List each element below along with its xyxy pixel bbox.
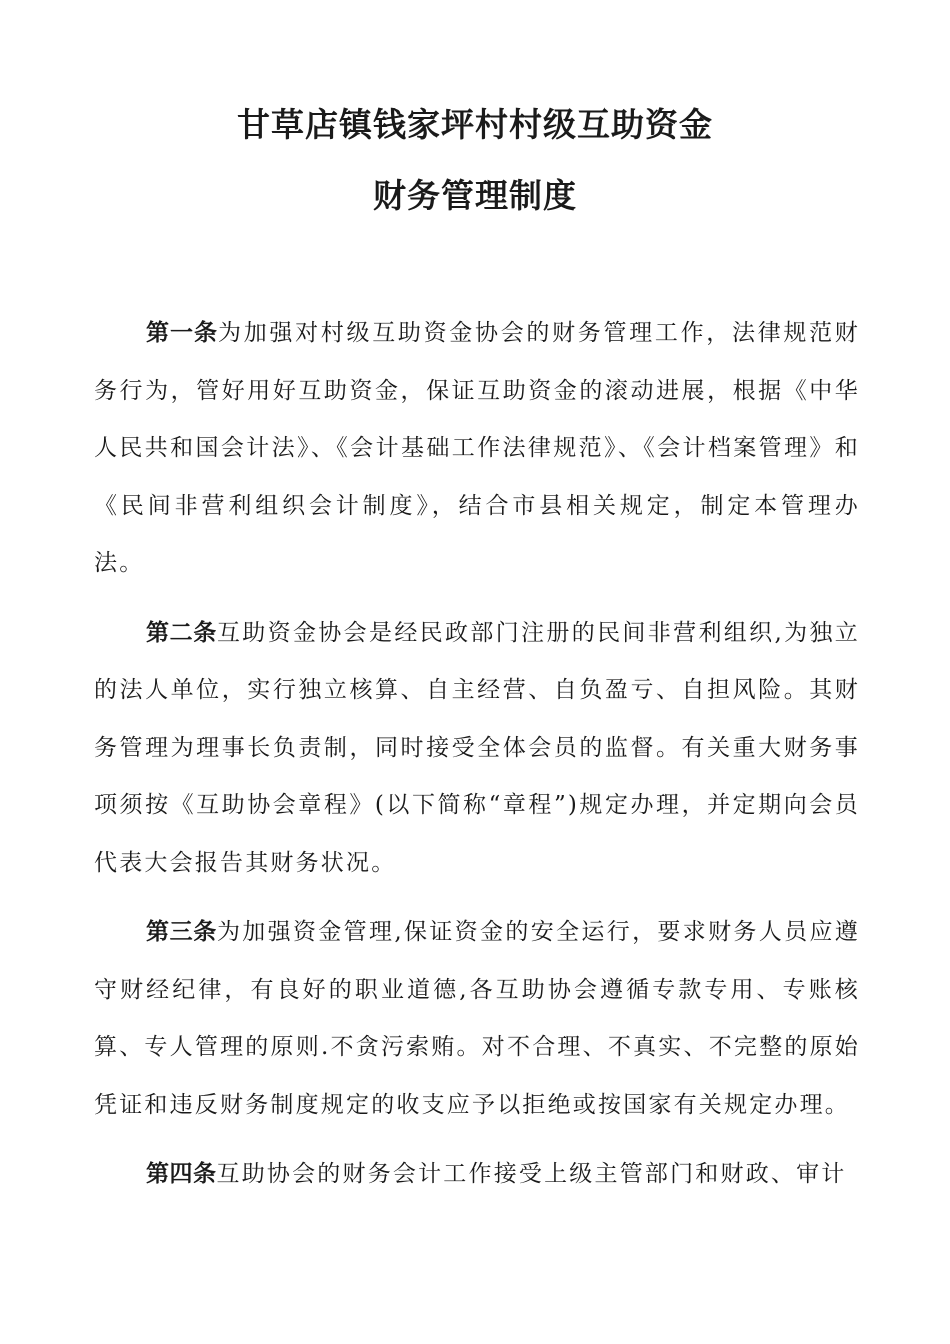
article-2 (94, 605, 860, 893)
article-4 (94, 1146, 860, 1204)
article-text: 互助协会的财务会计工作接受上级主管部门和财政、审计 (216, 1161, 847, 1187)
article-3 (94, 904, 860, 1134)
article-label: 第一条 (146, 320, 218, 346)
article-text: 为加强资金管理,保证资金的安全运行，要求财务人员应遵守财经纪律，有良好的职业道德,各互助协会遵循专款专用、专账核算、专人管理的原则.不贪污索贿。对不合理、不真实、不完整的原始凭证和违反财务制度规定的收支应予以拒绝或按国家有关规定办理。 (94, 919, 861, 1118)
article-label: 第四条 (146, 1161, 217, 1187)
article-text: 为加强对村级互助资金协会的财务管理工作，法律规范财务行为，管好用好互助资金，保证互助资金的滚动进展，根据《中华人民共和国会计法》、《会计基础工作法律规范》、《会计档案管理》和《民间非营利组织会计制度》，结合市县相关规定，制定本管理办法。 (94, 320, 860, 576)
document-title: 甘草店镇钱家坪村村级互助资金 (237, 105, 713, 144)
article-text: 互助资金协会是经民政部门注册的民间非营利组织,为独立的法人单位，实行独立核算、自主经营、自负盈亏、自担风险。其财务管理为理事长负责制，同时接受全体会员的监督。有关重大财务事项须按《互助协会章程》(以下简称“章程”)规定办理，并定期向会员代表大会报告其财务状况。 (94, 619, 861, 876)
article-1 (94, 305, 860, 593)
document-subtitle: 财务管理制度 (373, 176, 577, 215)
article-label: 第三条 (146, 919, 217, 945)
document-body (94, 305, 860, 1216)
article-label: 第二条 (146, 619, 217, 646)
